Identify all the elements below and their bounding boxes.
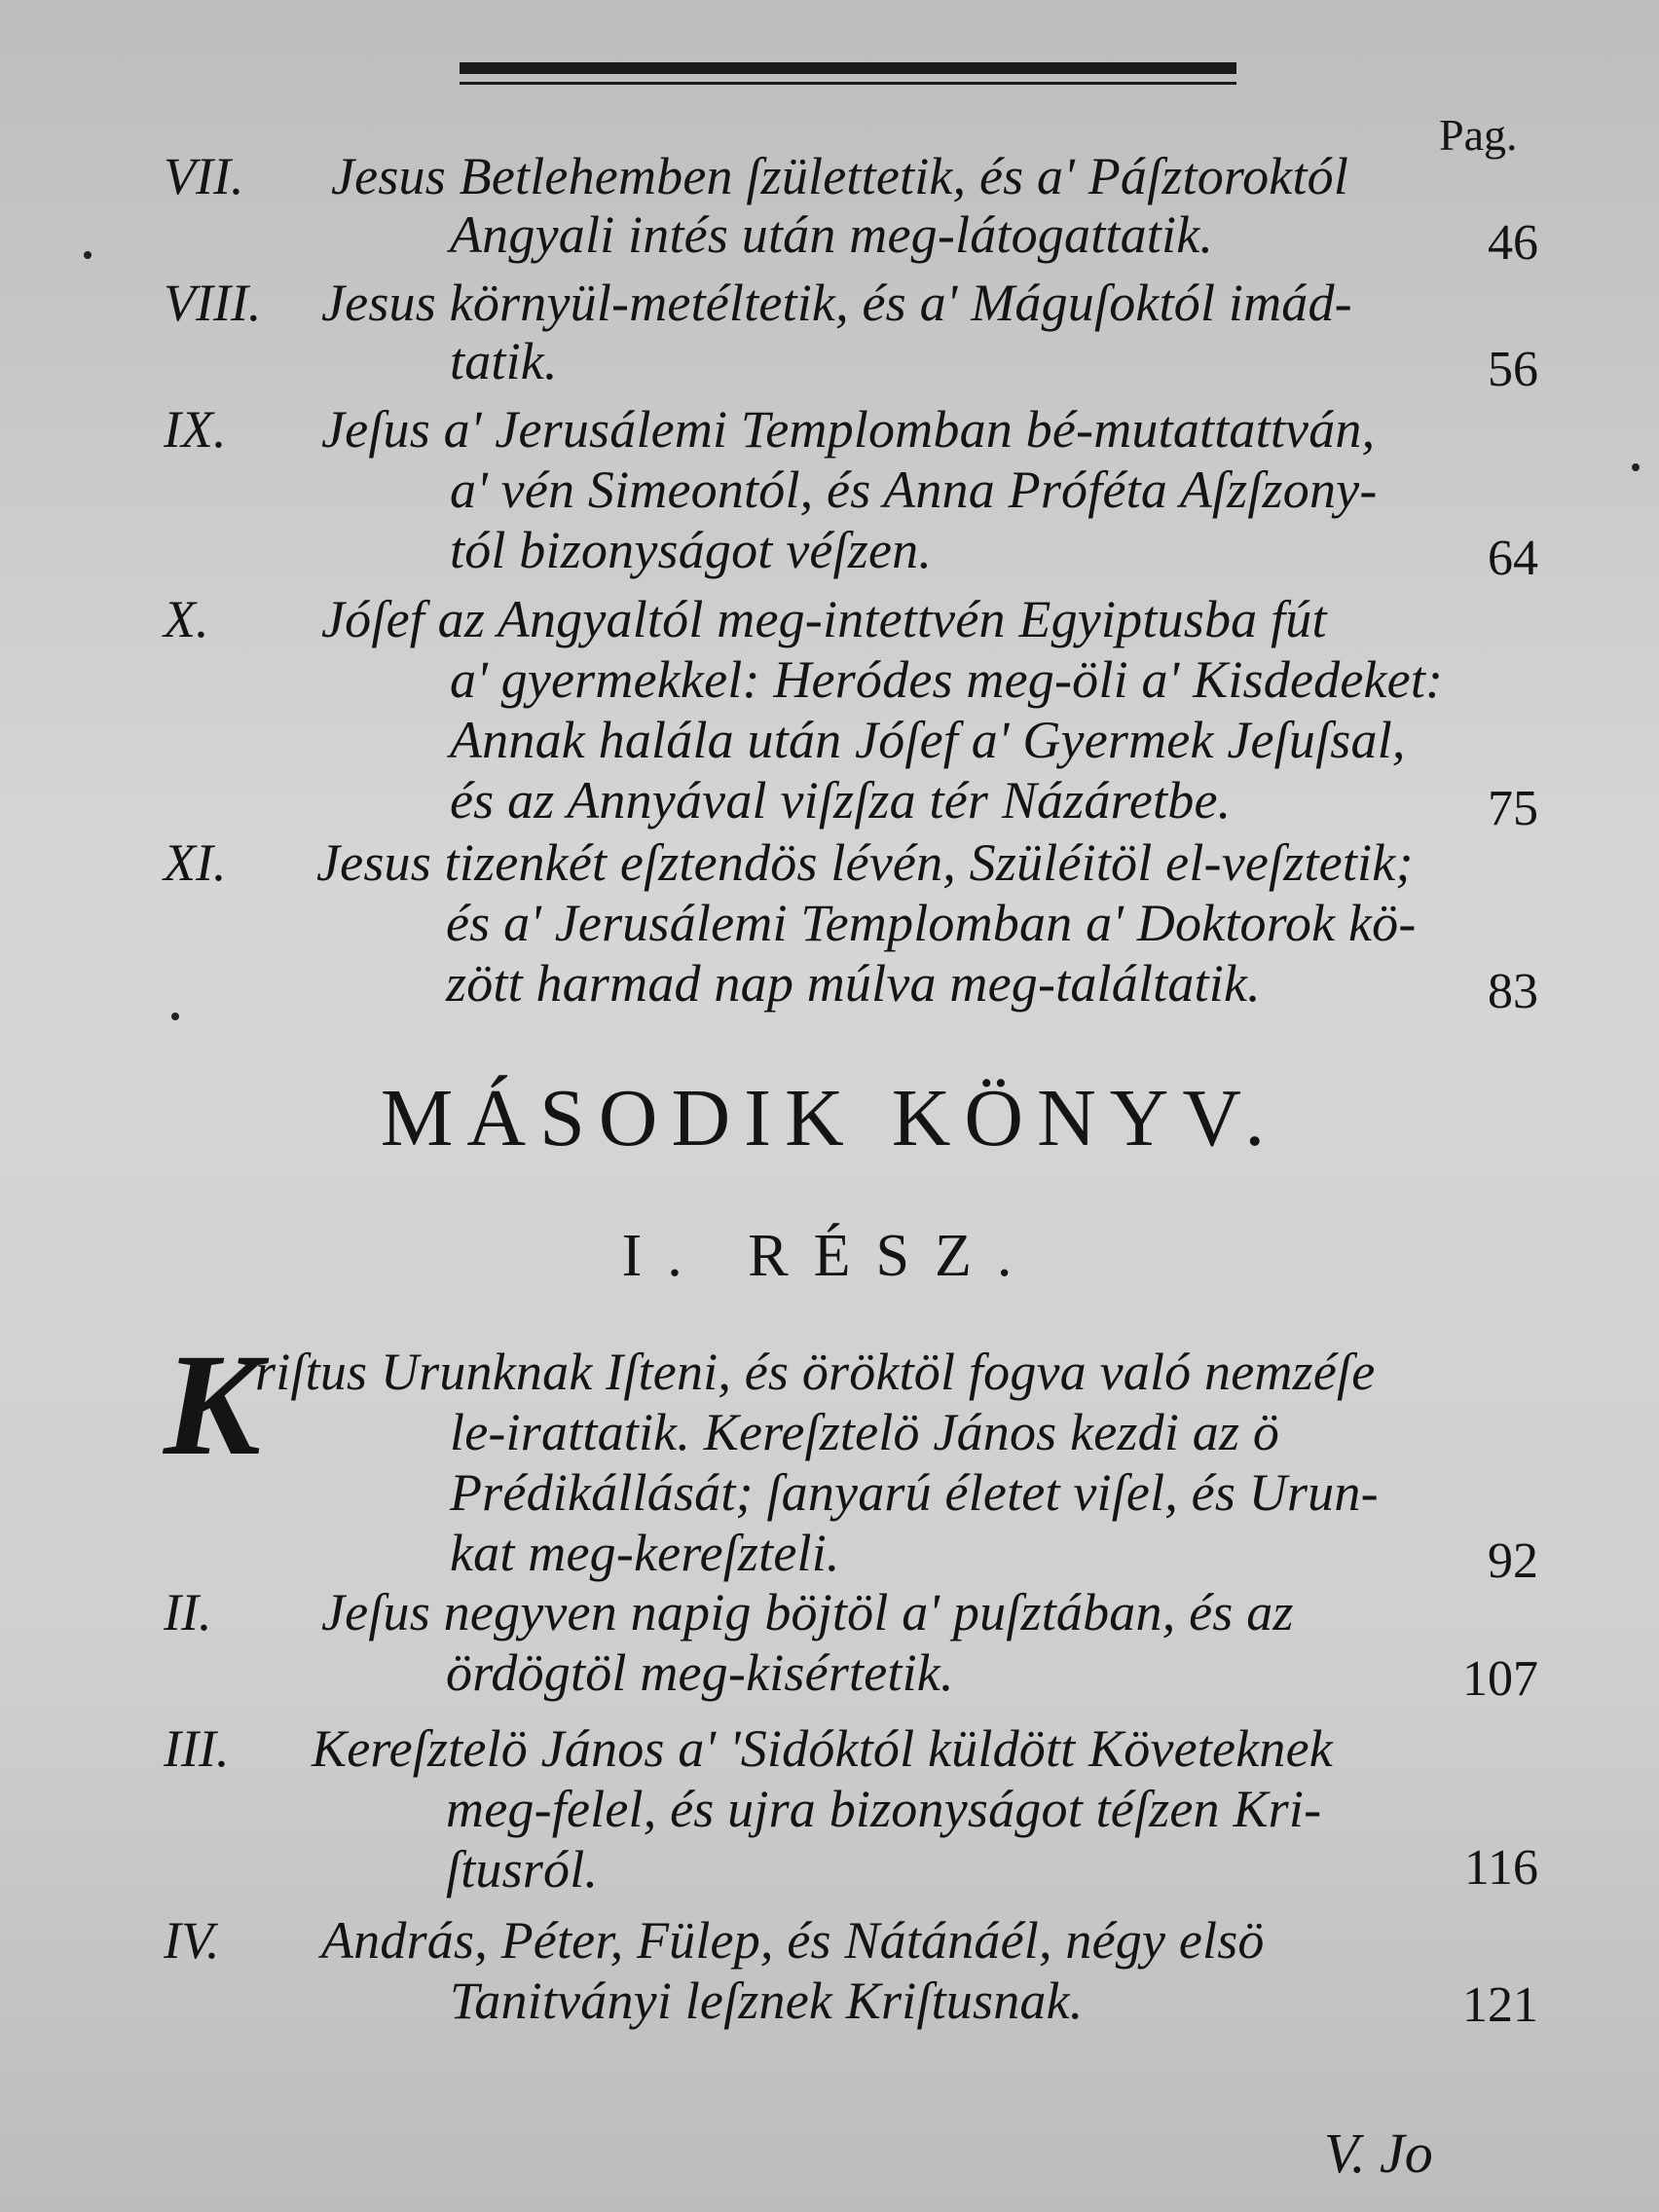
entry-line: és a' Jerusálemi Templomban a' Doktorok kö-: [446, 894, 1417, 952]
ink-speck: [1632, 463, 1640, 471]
entry-line: a' vén Simeontól, és Anna Próféta Aſzſzony-: [450, 461, 1378, 519]
entry-line: Jesus tizenkét eſztendös lévén, Szüléitöl el-veſztetik;: [316, 833, 1414, 892]
entry-line: Jesus Betlehemben ſzülettetik, és a' Páſztoroktól: [331, 147, 1349, 205]
entry-page-number: 83: [1488, 964, 1538, 1019]
entry-numeral: X.: [164, 590, 209, 648]
entry-page-number: 64: [1488, 531, 1538, 586]
drop-cap: K: [164, 1324, 262, 1486]
entry-page-number: 116: [1463, 1840, 1538, 1896]
header-rule-thin: [460, 82, 1236, 85]
entry-numeral: IX.: [164, 400, 227, 459]
entry-numeral: VII.: [164, 147, 244, 205]
entry-line: Kereſztelö János a' 'Sidóktól küldött Követeknek: [312, 1719, 1333, 1778]
entry-line: le-irattatik. Kereſztelö János kezdi az ö: [450, 1403, 1280, 1461]
entry-page-number: 75: [1488, 781, 1538, 836]
entry-line: és az Annyával viſzſza tér Názáretbe.: [450, 771, 1232, 830]
entry-line: Annak halála után Jóſef a' Gyermek Jeſuſsal,: [450, 711, 1406, 769]
entry-page-number: 121: [1462, 1977, 1538, 2033]
entry-line: Tanitványi leſznek Kriſtusnak.: [450, 1972, 1084, 2030]
ink-speck: [84, 251, 92, 259]
entry-page-number: 56: [1488, 342, 1538, 397]
entry-line: Prédikállását; ſanyarú életet viſel, és Urun-: [450, 1463, 1379, 1522]
entry-line: Jóſef az Angyaltól meg-intettvén Egyiptusba fút: [321, 590, 1327, 648]
entry-page-number: 92: [1488, 1533, 1538, 1589]
entry-line: zött harmad nap múlva meg-találtatik.: [446, 954, 1261, 1013]
entry-line: Jesus környül-metéltetik, és a' Máguſoktól imád-: [321, 274, 1352, 332]
entry-line: kat meg-kereſzteli.: [450, 1524, 840, 1582]
entry-line: a' gyermekkel: Heródes meg-öli a' Kisdedeket:: [450, 650, 1444, 709]
entry-line: Jeſus a' Jerusálemi Templomban bé-mutattattván,: [321, 400, 1376, 459]
entry-line: ſtusról.: [446, 1840, 599, 1899]
catchword: V. Jo: [1324, 2121, 1433, 2185]
part-title: I. RÉSZ.: [621, 1223, 1038, 1289]
entry-line: Angyali intés után meg-látogattatik.: [450, 205, 1214, 264]
entry-numeral: VIII.: [164, 274, 262, 332]
entry-line: meg-felel, és ujra bizonyságot téſzen Kri-: [446, 1780, 1322, 1838]
entry-line: András, Péter, Fülep, és Nátánáél, négy elsö: [321, 1911, 1265, 1970]
entry-numeral: XI.: [164, 833, 227, 892]
book-title: MÁSODIK KÖNYV.: [380, 1073, 1279, 1163]
entry-page-number: 46: [1488, 215, 1538, 271]
entry-numeral: III.: [164, 1719, 230, 1778]
entry-numeral: IV.: [164, 1911, 220, 1970]
ink-speck: [171, 1013, 179, 1020]
entry-line: tól bizonyságot véſzen.: [450, 521, 933, 579]
entry-line: riſtus Urunknak Iſteni, és öröktöl fogva való nemzéſe: [255, 1343, 1376, 1401]
entry-line: ördögtöl meg-kisértetik.: [446, 1643, 954, 1702]
pag-label: Pag.: [1439, 110, 1518, 160]
entry-page-number: 107: [1462, 1651, 1538, 1707]
entry-numeral: II.: [164, 1583, 212, 1641]
entry-line: Jeſus negyven napig böjtöl a' puſztában, és az: [321, 1583, 1294, 1641]
header-rule-thick: [460, 62, 1236, 74]
entry-line: tatik.: [450, 332, 558, 390]
